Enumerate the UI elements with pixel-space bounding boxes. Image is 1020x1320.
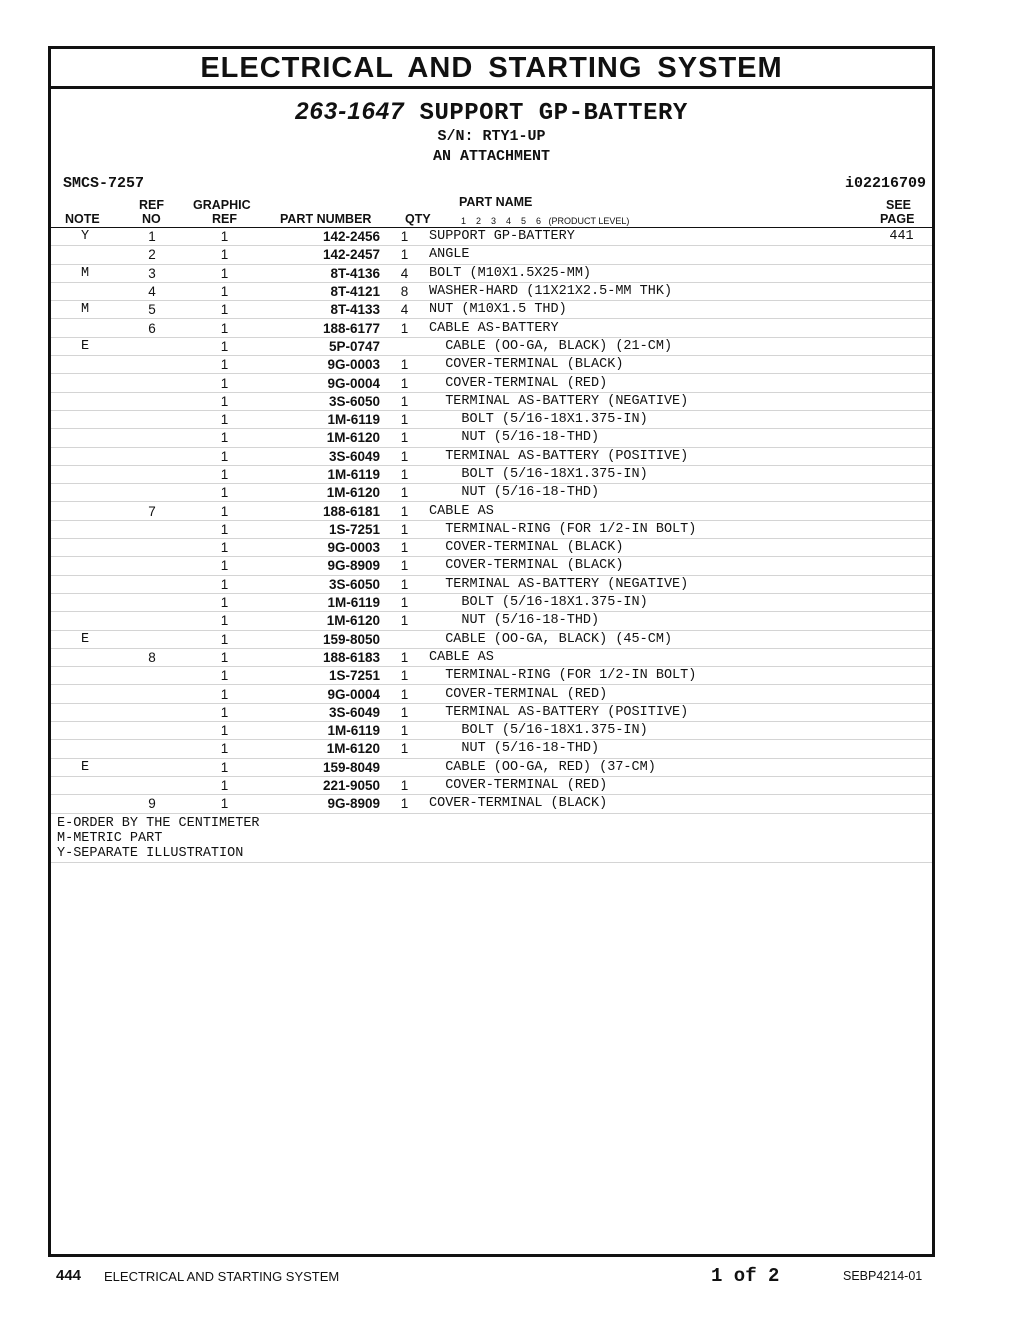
table-row: [51, 319, 932, 337]
table-row: [51, 301, 932, 319]
table-row: [51, 740, 932, 758]
ref-no-cell: [119, 722, 185, 740]
note-cell: [51, 557, 119, 575]
qty-cell: 1: [380, 539, 429, 557]
group-name: SUPPORT GP-BATTERY: [419, 100, 688, 127]
qty-cell: 1: [380, 722, 429, 740]
info-number: i02216709: [844, 175, 926, 192]
note-cell: [51, 593, 119, 611]
ref-no-cell: [119, 612, 185, 630]
qty-cell: 1: [380, 228, 429, 246]
part-number-cell: 188-6177: [264, 319, 380, 337]
qty-cell: 1: [380, 502, 429, 520]
col-ref-bottom: NO: [142, 212, 161, 226]
note-cell: [51, 575, 119, 593]
qty-cell: 4: [380, 301, 429, 319]
part-number-cell: 3S-6050: [264, 392, 380, 410]
table-row: [51, 630, 932, 648]
see-page-cell: [871, 703, 932, 721]
part-number-cell: 159-8049: [264, 758, 380, 776]
qty-cell: 1: [380, 319, 429, 337]
note-cell: [51, 685, 119, 703]
graphic-ref-cell: 1: [185, 630, 264, 648]
see-page-cell: [871, 484, 932, 502]
ref-no-cell: [119, 575, 185, 593]
page-number: 444: [56, 1267, 82, 1284]
table-row: [51, 447, 932, 465]
part-number-cell: 1M-6119: [264, 465, 380, 483]
graphic-ref-cell: 1: [185, 228, 264, 246]
qty-cell: 1: [380, 795, 429, 813]
qty-cell: 1: [380, 685, 429, 703]
part-number-cell: 142-2456: [264, 228, 380, 246]
note-cell: [51, 740, 119, 758]
ref-no-cell: [119, 740, 185, 758]
see-page-cell: [871, 776, 932, 794]
group-title-line: [51, 99, 932, 127]
part-name-cell: COVER-TERMINAL (RED): [429, 374, 871, 392]
table-row: [51, 703, 932, 721]
see-page-cell: [871, 410, 932, 428]
note-cell: [51, 374, 119, 392]
table-row: [51, 795, 932, 813]
smcs-code: SMCS-7257: [63, 175, 145, 192]
see-page-cell: [871, 356, 932, 374]
part-name-cell: COVER-TERMINAL (BLACK): [429, 557, 871, 575]
qty-cell: 1: [380, 392, 429, 410]
part-number-cell: 5P-0747: [264, 337, 380, 355]
ref-no-cell: 6: [119, 319, 185, 337]
col-qty: QTY: [405, 212, 431, 226]
ref-no-cell: 4: [119, 282, 185, 300]
column-header: [51, 195, 932, 228]
part-name-cell: CABLE (OO-GA, BLACK) (45-CM): [429, 630, 871, 648]
qty-cell: 1: [380, 703, 429, 721]
ref-no-cell: [119, 776, 185, 794]
part-name-cell: BOLT (5/16-18X1.375-IN): [429, 593, 871, 611]
note-cell: [51, 648, 119, 666]
table-row: [51, 667, 932, 685]
note-cell: [51, 282, 119, 300]
see-page-cell: [871, 264, 932, 282]
part-number-cell: 188-6181: [264, 502, 380, 520]
note-cell: [51, 795, 119, 813]
part-number-cell: 9G-0004: [264, 374, 380, 392]
part-name-cell: COVER-TERMINAL (BLACK): [429, 539, 871, 557]
code-line: [51, 173, 932, 195]
note-cell: [51, 502, 119, 520]
document-number: SEBP4214-01: [843, 1269, 923, 1283]
table-row: [51, 520, 932, 538]
ref-no-cell: 2: [119, 246, 185, 264]
serial-number: S/N: RTY1-UP: [437, 128, 546, 145]
group-number: 263-1647: [295, 98, 405, 125]
part-number-cell: 9G-8909: [264, 557, 380, 575]
qty-cell: 1: [380, 667, 429, 685]
table-row: [51, 539, 932, 557]
part-number-cell: 8T-4136: [264, 264, 380, 282]
graphic-ref-cell: 1: [185, 667, 264, 685]
table-row: [51, 575, 932, 593]
graphic-ref-cell: 1: [185, 264, 264, 282]
see-page-cell: [871, 722, 932, 740]
part-name-cell: COVER-TERMINAL (BLACK): [429, 356, 871, 374]
graphic-ref-cell: 1: [185, 484, 264, 502]
note-cell: [51, 319, 119, 337]
note-cell: E: [51, 630, 119, 648]
part-number-cell: 1M-6120: [264, 484, 380, 502]
note-cell: M: [51, 264, 119, 282]
graphic-ref-cell: 1: [185, 301, 264, 319]
part-name-cell: CABLE (OO-GA, RED) (37-CM): [429, 758, 871, 776]
see-page-cell: [871, 502, 932, 520]
part-number-cell: 1M-6119: [264, 410, 380, 428]
note-cell: [51, 429, 119, 447]
graphic-ref-cell: 1: [185, 337, 264, 355]
part-number-cell: 9G-0003: [264, 356, 380, 374]
graphic-ref-cell: 1: [185, 319, 264, 337]
qty-cell: 1: [380, 410, 429, 428]
part-number-cell: 1M-6120: [264, 740, 380, 758]
part-name-cell: NUT (5/16-18-THD): [429, 740, 871, 758]
see-page-cell: [871, 447, 932, 465]
see-page-cell: [871, 301, 932, 319]
part-number-cell: 3S-6049: [264, 447, 380, 465]
parts-table: [51, 228, 932, 814]
part-name-cell: BOLT (5/16-18X1.375-IN): [429, 410, 871, 428]
graphic-ref-cell: 1: [185, 520, 264, 538]
qty-cell: [380, 758, 429, 776]
ref-no-cell: [119, 539, 185, 557]
ref-no-cell: [119, 685, 185, 703]
note-cell: [51, 246, 119, 264]
see-page-cell: [871, 539, 932, 557]
footer-section: ELECTRICAL AND STARTING SYSTEM: [104, 1269, 340, 1284]
table-row: [51, 429, 932, 447]
note-cell: [51, 356, 119, 374]
part-name-cell: TERMINAL AS-BATTERY (POSITIVE): [429, 703, 871, 721]
part-name-cell: WASHER-HARD (11X21X2.5-MM THK): [429, 282, 871, 300]
part-number-cell: 3S-6050: [264, 575, 380, 593]
ref-no-cell: 8: [119, 648, 185, 666]
col-graphic-bottom: REF: [212, 212, 237, 226]
note-cell: E: [51, 337, 119, 355]
part-number-cell: 188-6183: [264, 648, 380, 666]
part-number-cell: 8T-4121: [264, 282, 380, 300]
see-page-cell: 441: [871, 228, 932, 246]
table-row: [51, 758, 932, 776]
graphic-ref-cell: 1: [185, 447, 264, 465]
col-product-levels: 1 2 3 4 5 6 (PRODUCT LEVEL): [461, 216, 630, 226]
graphic-ref-cell: 1: [185, 612, 264, 630]
qty-cell: 1: [380, 520, 429, 538]
part-name-cell: TERMINAL-RING (FOR 1/2-IN BOLT): [429, 667, 871, 685]
note-cell: [51, 520, 119, 538]
see-page-cell: [871, 392, 932, 410]
ref-no-cell: [119, 356, 185, 374]
graphic-ref-cell: 1: [185, 776, 264, 794]
graphic-ref-cell: 1: [185, 740, 264, 758]
qty-cell: [380, 630, 429, 648]
table-row: [51, 356, 932, 374]
table-row: [51, 410, 932, 428]
graphic-ref-cell: 1: [185, 703, 264, 721]
col-part-name: PART NAME: [459, 195, 533, 209]
see-page-cell: [871, 795, 932, 813]
part-name-cell: COVER-TERMINAL (RED): [429, 685, 871, 703]
part-name-cell: ANGLE: [429, 246, 871, 264]
page-footer: [0, 1264, 1020, 1288]
ref-no-cell: [119, 484, 185, 502]
note-cell: [51, 484, 119, 502]
table-row: [51, 374, 932, 392]
attachment-label: AN ATTACHMENT: [432, 148, 551, 165]
part-name-cell: COVER-TERMINAL (BLACK): [429, 795, 871, 813]
qty-cell: 1: [380, 575, 429, 593]
parts-rows: [51, 228, 932, 813]
part-name-cell: CABLE AS: [429, 648, 871, 666]
table-row: [51, 502, 932, 520]
qty-cell: 1: [380, 612, 429, 630]
see-page-cell: [871, 337, 932, 355]
part-number-cell: 1M-6119: [264, 593, 380, 611]
table-row: [51, 776, 932, 794]
graphic-ref-cell: 1: [185, 758, 264, 776]
qty-cell: 1: [380, 246, 429, 264]
part-name-cell: COVER-TERMINAL (RED): [429, 776, 871, 794]
qty-cell: 1: [380, 447, 429, 465]
table-row: [51, 484, 932, 502]
note-cell: [51, 539, 119, 557]
graphic-ref-cell: 1: [185, 648, 264, 666]
part-number-cell: 159-8050: [264, 630, 380, 648]
note-cell: [51, 667, 119, 685]
table-row: [51, 557, 932, 575]
graphic-ref-cell: 1: [185, 282, 264, 300]
see-page-cell: [871, 758, 932, 776]
part-number-cell: 9G-0004: [264, 685, 380, 703]
see-page-cell: [871, 740, 932, 758]
graphic-ref-cell: 1: [185, 593, 264, 611]
ref-no-cell: [119, 630, 185, 648]
part-number-cell: 1M-6120: [264, 429, 380, 447]
graphic-ref-cell: 1: [185, 722, 264, 740]
graphic-ref-cell: 1: [185, 429, 264, 447]
qty-cell: 1: [380, 465, 429, 483]
note-cell: [51, 465, 119, 483]
note-cell: [51, 776, 119, 794]
see-page-cell: [871, 319, 932, 337]
qty-cell: 1: [380, 593, 429, 611]
part-number-cell: 1M-6120: [264, 612, 380, 630]
part-name-cell: BOLT (M10X1.5X25-MM): [429, 264, 871, 282]
ref-no-cell: 9: [119, 795, 185, 813]
graphic-ref-cell: 1: [185, 502, 264, 520]
table-row: [51, 264, 932, 282]
part-name-cell: TERMINAL AS-BATTERY (NEGATIVE): [429, 575, 871, 593]
table-row: [51, 246, 932, 264]
part-number-cell: 1S-7251: [264, 520, 380, 538]
part-number-cell: 1S-7251: [264, 667, 380, 685]
graphic-ref-cell: 1: [185, 795, 264, 813]
ref-no-cell: 3: [119, 264, 185, 282]
part-name-cell: TERMINAL AS-BATTERY (POSITIVE): [429, 447, 871, 465]
ref-no-cell: [119, 520, 185, 538]
note-cell: Y: [51, 228, 119, 246]
part-name-cell: TERMINAL AS-BATTERY (NEGATIVE): [429, 392, 871, 410]
see-page-cell: [871, 685, 932, 703]
graphic-ref-cell: 1: [185, 356, 264, 374]
legend: [51, 814, 932, 863]
see-page-cell: [871, 667, 932, 685]
note-cell: [51, 392, 119, 410]
part-number-cell: 3S-6049: [264, 703, 380, 721]
ref-no-cell: [119, 374, 185, 392]
graphic-ref-cell: 1: [185, 374, 264, 392]
group-heading: [51, 99, 932, 167]
qty-cell: 1: [380, 484, 429, 502]
col-see-bottom: PAGE: [880, 212, 915, 226]
part-name-cell: NUT (5/16-18-THD): [429, 429, 871, 447]
see-page-cell: [871, 648, 932, 666]
parts-sheet: [48, 46, 935, 1257]
see-page-cell: [871, 612, 932, 630]
qty-cell: 1: [380, 356, 429, 374]
ref-no-cell: 5: [119, 301, 185, 319]
table-row: [51, 392, 932, 410]
ref-no-cell: [119, 593, 185, 611]
part-number-cell: 9G-0003: [264, 539, 380, 557]
see-page-cell: [871, 282, 932, 300]
graphic-ref-cell: 1: [185, 465, 264, 483]
ref-no-cell: [119, 465, 185, 483]
table-row: [51, 593, 932, 611]
ref-no-cell: [119, 337, 185, 355]
section-title: ELECTRICAL AND STARTING SYSTEM: [51, 49, 932, 89]
see-page-cell: [871, 630, 932, 648]
note-cell: [51, 703, 119, 721]
part-name-cell: SUPPORT GP-BATTERY: [429, 228, 871, 246]
part-number-cell: 142-2457: [264, 246, 380, 264]
part-name-cell: BOLT (5/16-18X1.375-IN): [429, 722, 871, 740]
qty-cell: [380, 337, 429, 355]
note-cell: [51, 722, 119, 740]
see-page-cell: [871, 520, 932, 538]
table-row: [51, 722, 932, 740]
table-row: [51, 685, 932, 703]
ref-no-cell: 1: [119, 228, 185, 246]
qty-cell: 1: [380, 374, 429, 392]
ref-no-cell: [119, 447, 185, 465]
part-number-cell: 9G-8909: [264, 795, 380, 813]
part-name-cell: CABLE (OO-GA, BLACK) (21-CM): [429, 337, 871, 355]
see-page-cell: [871, 374, 932, 392]
qty-cell: 1: [380, 429, 429, 447]
qty-cell: 8: [380, 282, 429, 300]
part-number-cell: 8T-4133: [264, 301, 380, 319]
legend-item: E-ORDER BY THE CENTIMETER: [57, 815, 260, 831]
note-cell: [51, 612, 119, 630]
table-row: [51, 337, 932, 355]
graphic-ref-cell: 1: [185, 410, 264, 428]
part-name-cell: CABLE AS-BATTERY: [429, 319, 871, 337]
table-row: [51, 465, 932, 483]
legend-item: Y-SEPARATE ILLUSTRATION: [57, 845, 244, 861]
note-cell: [51, 410, 119, 428]
part-name-cell: BOLT (5/16-18X1.375-IN): [429, 465, 871, 483]
part-name-cell: NUT (5/16-18-THD): [429, 484, 871, 502]
graphic-ref-cell: 1: [185, 685, 264, 703]
legend-item: M-METRIC PART: [57, 830, 163, 846]
see-page-cell: [871, 575, 932, 593]
part-name-cell: CABLE AS: [429, 502, 871, 520]
graphic-ref-cell: 1: [185, 246, 264, 264]
see-page-cell: [871, 246, 932, 264]
part-name-cell: NUT (5/16-18-THD): [429, 612, 871, 630]
col-note: NOTE: [65, 212, 100, 226]
qty-cell: 1: [380, 648, 429, 666]
see-page-cell: [871, 557, 932, 575]
part-name-cell: TERMINAL-RING (FOR 1/2-IN BOLT): [429, 520, 871, 538]
ref-no-cell: 7: [119, 502, 185, 520]
table-row: [51, 228, 932, 246]
part-name-cell: NUT (M10X1.5 THD): [429, 301, 871, 319]
qty-cell: 1: [380, 776, 429, 794]
graphic-ref-cell: 1: [185, 539, 264, 557]
col-see-top: SEE: [886, 198, 912, 212]
note-cell: E: [51, 758, 119, 776]
note-cell: [51, 447, 119, 465]
qty-cell: 1: [380, 557, 429, 575]
sheet-count: 1 of 2: [711, 1265, 780, 1287]
col-ref-top: REF: [139, 198, 164, 212]
ref-no-cell: [119, 557, 185, 575]
col-graphic-top: GRAPHIC: [193, 198, 251, 212]
ref-no-cell: [119, 667, 185, 685]
ref-no-cell: [119, 410, 185, 428]
part-number-cell: 1M-6119: [264, 722, 380, 740]
graphic-ref-cell: 1: [185, 392, 264, 410]
see-page-cell: [871, 465, 932, 483]
see-page-cell: [871, 429, 932, 447]
graphic-ref-cell: 1: [185, 575, 264, 593]
qty-cell: 4: [380, 264, 429, 282]
ref-no-cell: [119, 758, 185, 776]
ref-no-cell: [119, 703, 185, 721]
ref-no-cell: [119, 392, 185, 410]
see-page-cell: [871, 593, 932, 611]
graphic-ref-cell: 1: [185, 557, 264, 575]
table-row: [51, 648, 932, 666]
ref-no-cell: [119, 429, 185, 447]
col-part-number: PART NUMBER: [280, 212, 372, 226]
part-number-cell: 221-9050: [264, 776, 380, 794]
qty-cell: 1: [380, 740, 429, 758]
table-row: [51, 282, 932, 300]
table-row: [51, 612, 932, 630]
note-cell: M: [51, 301, 119, 319]
